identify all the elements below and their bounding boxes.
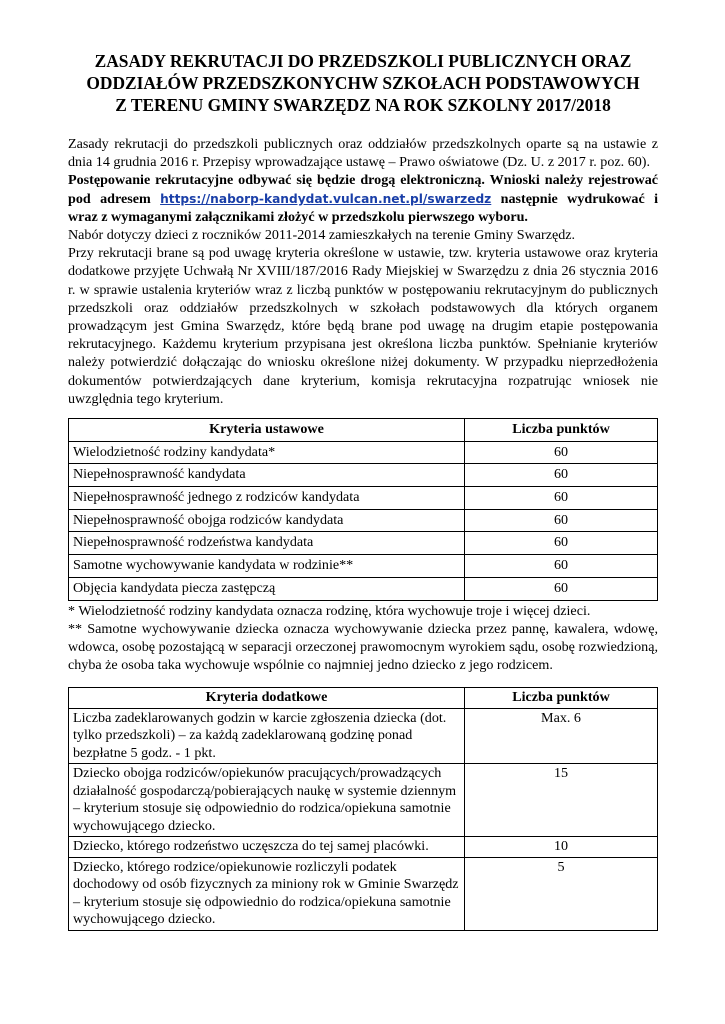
criterion-cell: Niepełnosprawność obojga rodziców kandydata bbox=[69, 509, 465, 532]
electronic-text-after: następnie wydrukować i wraz z wymaganymi załącznikami złożyć w przedszkolu pierwszego wyboru. bbox=[68, 190, 658, 225]
points-cell: 60 bbox=[465, 441, 658, 464]
column-header-criteria: Kryteria ustawowe bbox=[69, 419, 465, 442]
points-cell: 5 bbox=[465, 857, 658, 930]
criterion-cell: Dziecko obojga rodziców/opiekunów pracujących/prowadzących działalność gospodarczą/pobierających naukę w systemie dziennym – kryterium stosuje się odpowiednio do rodzica/opiekuna samotnie wychowującego dziecko. bbox=[69, 764, 465, 837]
registration-link[interactable]: https://naborp-kandydat.vulcan.net.pl/swarzedz bbox=[160, 191, 492, 206]
criterion-cell: Niepełnosprawność jednego z rodziców kandydata bbox=[69, 487, 465, 510]
footnote-large-family: * Wielodzietność rodziny kandydata oznacza rodzinę, która wychowuje troje i więcej dzieci. bbox=[68, 602, 591, 619]
criterion-cell: Wielodzietność rodziny kandydata* bbox=[69, 441, 465, 464]
points-cell: 10 bbox=[465, 837, 658, 858]
intro-paragraph-years: Nabór dotyczy dzieci z roczników 2011-2014 zamieszkałych na terenie Gminy Swarzędz. bbox=[68, 227, 576, 244]
document-page bbox=[68, 50, 658, 931]
table-row bbox=[69, 857, 658, 930]
criterion-cell: Samotne wychowywanie kandydata w rodzinie** bbox=[69, 555, 465, 578]
statutory-criteria-table bbox=[68, 418, 658, 601]
table-row bbox=[69, 464, 658, 487]
table-row bbox=[69, 764, 658, 837]
criterion-cell: Objęcia kandydata piecza zastępczą bbox=[69, 577, 465, 600]
criterion-cell: Niepełnosprawność kandydata bbox=[69, 464, 465, 487]
table-row bbox=[69, 532, 658, 555]
criterion-cell: Liczba zadeklarowanych godzin w karcie zgłoszenia dziecka (dot. tylko przedszkoli) – za każdą zadeklarowaną godzinę ponad bezpłatne 5 godz. - 1 pkt. bbox=[69, 708, 465, 764]
points-cell: 60 bbox=[465, 555, 658, 578]
title-line-3: Z TERENU GMINY SWARZĘDZ NA ROK SZKOLNY 2017/2018 bbox=[115, 95, 611, 115]
table-row bbox=[69, 509, 658, 532]
table-row bbox=[69, 487, 658, 510]
points-cell: 60 bbox=[465, 464, 658, 487]
table-row bbox=[69, 708, 658, 764]
title-line-2: ODDZIAŁÓW PRZEDSZKONYCHW SZKOŁACH PODSTAWOWYCH bbox=[86, 73, 640, 93]
electronic-text-before: Postępowanie rekrutacyjne odbywać się będzie drogą elektroniczną. Wnioski należy rejestrować pod adresem bbox=[68, 172, 658, 207]
document-title bbox=[68, 50, 658, 116]
points-cell: 60 bbox=[465, 487, 658, 510]
points-cell: 60 bbox=[465, 577, 658, 600]
points-cell: 60 bbox=[465, 532, 658, 555]
column-header-points: Liczba punktów bbox=[465, 688, 658, 709]
criterion-cell: Dziecko, którego rodzeństwo uczęszcza do tej samej placówki. bbox=[69, 837, 465, 858]
points-cell: Max. 6 bbox=[465, 708, 658, 764]
intro-paragraph-criteria: Przy rekrutacji brane są pod uwagę kryteria określone w ustawie, tzw. kryteria ustawowe oraz kryteria dodatkowe przyjęte Uchwałą Nr XVIII/187/2016 Rady Miejskiej w Swarzędzu z dnia 26 stycznia 2016 r. w sprawie ustalenia kryteriów wraz z liczbą punktów w postępowaniu rekrutacyjnym do publicznych przedszkoli oraz oddziałów przedszkolnych w szkołach podstawowych dla których organem prowadzącym jest Gmina Swarzędz, które będą brane pod uwagę na drugim etapie postępowania rekrutacyjnego. Każdemu kryterium przypisana jest określona liczba punktów. Spełnianie kryteriów należy potwierdzić dołączając do wniosku określone niżej dokumenty. W przypadku nieprzedłożenia dokumentów potwierdzających dane kryterium, komisja rekrutacyjna rozpatrując wniosek nie uwzględnia tego kryterium. bbox=[68, 245, 658, 407]
points-cell: 15 bbox=[465, 764, 658, 837]
table-header-row bbox=[69, 688, 658, 709]
footnote-single-parent: ** Samotne wychowywanie dziecka oznacza wychowywanie dziecka przez pannę, kawalera, wdowę, wdowca, osobę pozostającą w separacji orzeczonej prawomocnym wyrokiem sądu, osobę rozwiedzioną, chyba że osoba taka wychowuje wspólnie co najmniej jedno dziecko z jego rodzicem. bbox=[68, 620, 658, 674]
intro-paragraph-electronic bbox=[68, 171, 658, 226]
criterion-cell: Dziecko, którego rodzice/opiekunowie rozliczyli podatek dochodowy od osób fizycznych za miniony rok w Gminie Swarzędz – kryterium stosuje się odpowiednio do rodzica/opiekuna samotnie wychowującego dziecko. bbox=[69, 857, 465, 930]
table-row bbox=[69, 555, 658, 578]
table-row bbox=[69, 837, 658, 858]
column-header-points: Liczba punktów bbox=[465, 419, 658, 442]
column-header-criteria: Kryteria dodatkowe bbox=[69, 688, 465, 709]
table-header-row bbox=[69, 419, 658, 442]
additional-criteria-table bbox=[68, 687, 658, 931]
points-cell: 60 bbox=[465, 509, 658, 532]
intro-paragraph-legal-basis: Zasady rekrutacji do przedszkoli publicznych oraz oddziałów przedszkolnych oparte są na ustawie z dnia 14 grudnia 2016 r. Przepisy wprowadzające ustawę – Prawo oświatowe (Dz. U. z 2017 r. poz. 60). bbox=[68, 136, 658, 171]
table-row bbox=[69, 577, 658, 600]
table-row bbox=[69, 441, 658, 464]
title-line-1: ZASADY REKRUTACJI DO PRZEDSZKOLI PUBLICZNYCH ORAZ bbox=[94, 51, 632, 71]
criterion-cell: Niepełnosprawność rodzeństwa kandydata bbox=[69, 532, 465, 555]
